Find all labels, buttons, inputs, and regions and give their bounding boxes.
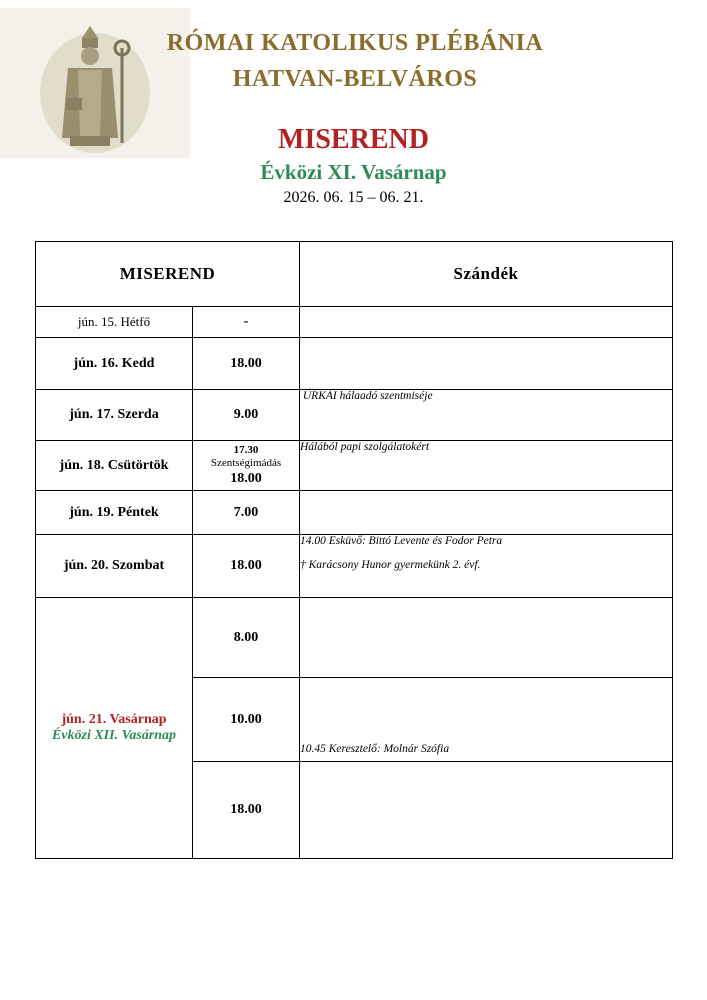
day-cell: jún. 19. Péntek: [36, 491, 193, 535]
time-cell: [193, 441, 300, 491]
intention-cell: [300, 491, 673, 535]
intention-line: 14.00 Esküvő: Bittó Levente és Fodor Petra: [300, 535, 503, 547]
day-cell-sunday: [36, 598, 193, 859]
mass-schedule-table: [35, 241, 673, 859]
table-row: [36, 307, 673, 338]
time-cell: 9.00: [193, 390, 300, 441]
intention-cell: Hálából papi szolgálatokért: [300, 441, 673, 491]
time-cell: 8.00: [193, 598, 300, 678]
parish-name-line2: HATVAN-BELVÁROS: [232, 66, 478, 92]
intention-cell: [300, 535, 673, 598]
time-early: 17.30: [233, 443, 259, 456]
table-row: [36, 535, 673, 598]
day-cell: jún. 17. Szerda: [36, 390, 193, 441]
adoration-label: Szentségimádás: [210, 456, 282, 469]
intention-cell: ÚRKÁI hálaadó szentmiséje: [300, 390, 673, 441]
date-range: 2026. 06. 15 – 06. 21.: [283, 189, 424, 206]
time-cell: 10.00: [193, 678, 300, 762]
header-intention: Szándék: [300, 242, 673, 307]
intention-cell: [300, 598, 673, 678]
header-mass: MISEREND: [36, 242, 300, 307]
table-row: [36, 598, 673, 678]
intention-cell: [300, 307, 673, 338]
page-title: MISEREND: [278, 124, 429, 155]
intention-line: † Karácsony Hunor gyermekünk 2. évf.: [300, 559, 481, 571]
day-cell: jún. 15. Hétfő: [36, 307, 193, 338]
intention-cell: [300, 762, 673, 859]
table-row: [36, 441, 673, 491]
table-header-row: [36, 242, 673, 307]
table-row: [36, 338, 673, 390]
time-main: 18.00: [230, 470, 262, 486]
page-subtitle: Évközi XI. Vasárnap: [260, 160, 447, 184]
time-cell: 7.00: [193, 491, 300, 535]
day-cell: jún. 16. Kedd: [36, 338, 193, 390]
sunday-feast-label: Évközi XII. Vasárnap: [51, 728, 177, 743]
table-row: [36, 390, 673, 441]
day-cell: jún. 18. Csütörtök: [36, 441, 193, 491]
table-row: [36, 491, 673, 535]
time-cell: 18.00: [193, 535, 300, 598]
day-cell: jún. 20. Szombat: [36, 535, 193, 598]
sunday-day-label: jún. 21. Vasárnap: [61, 712, 167, 727]
time-cell: 18.00: [193, 338, 300, 390]
parish-name-line1: RÓMAI KATOLIKUS PLÉBÁNIA: [166, 30, 544, 56]
intention-cell: [300, 338, 673, 390]
time-cell: 18.00: [193, 762, 300, 859]
intention-cell: 10.45 Keresztelő: Molnár Szófia: [300, 678, 673, 762]
time-cell: -: [193, 307, 300, 338]
